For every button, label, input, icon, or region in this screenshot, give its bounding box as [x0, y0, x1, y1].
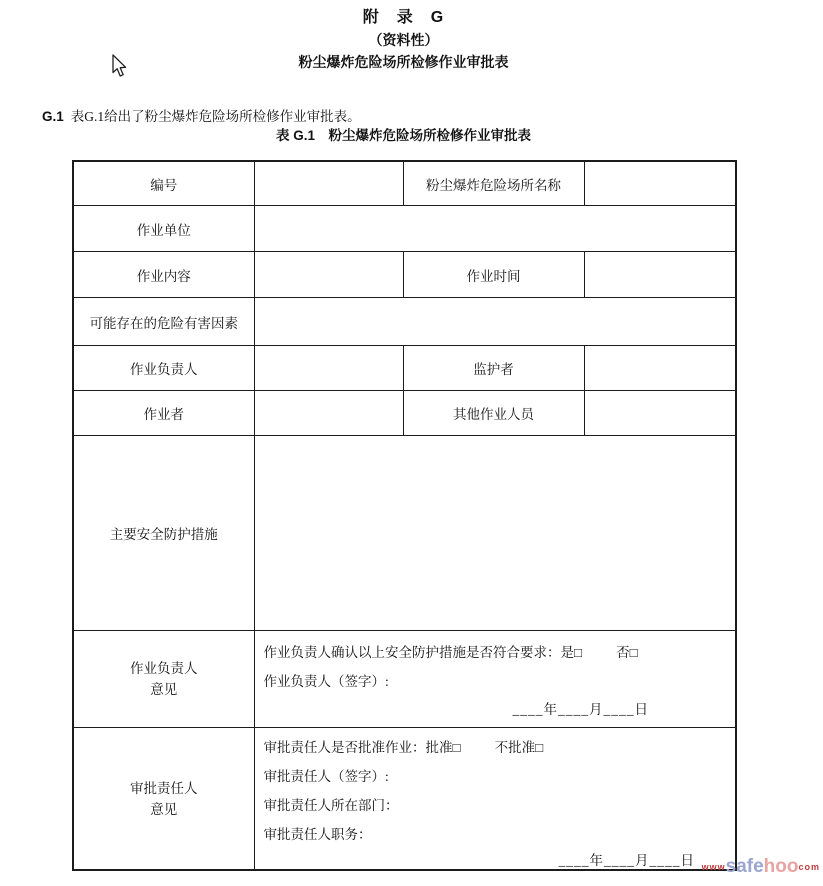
approver-opinion-label: [73, 728, 254, 871]
clause-number: G.1: [42, 108, 64, 124]
appendix-subtitle: 粉尘爆炸危险场所检修作业审批表: [298, 54, 509, 70]
work-unit-field[interactable]: [254, 206, 736, 252]
approver-decision-line: [264, 733, 736, 762]
work-leader-label: 作业负责人: [73, 346, 254, 391]
safety-measures-label: 主要安全防护措施: [73, 436, 254, 631]
work-leader-field[interactable]: [254, 346, 403, 391]
table-row: [73, 346, 736, 391]
work-content-field[interactable]: [254, 252, 403, 298]
appendix-type: （资料性）: [368, 32, 439, 48]
table-row: [73, 298, 736, 346]
work-time-field[interactable]: [584, 252, 736, 298]
approve-checkbox[interactable]: 批准□: [425, 740, 461, 755]
worker-label: 作业者: [73, 391, 254, 436]
approval-form-table: [72, 160, 737, 871]
table-row: [73, 161, 736, 206]
hazard-factors-label: 可能存在的危险有害因素: [73, 298, 254, 346]
hazard-site-name-field[interactable]: [584, 161, 736, 206]
no-checkbox[interactable]: 否□: [616, 645, 638, 660]
table-row: [73, 436, 736, 631]
work-content-label: 作业内容: [73, 252, 254, 298]
other-workers-field[interactable]: [584, 391, 736, 436]
hazard-factors-field[interactable]: [254, 298, 736, 346]
approver-opinion-cell: [254, 728, 736, 871]
safehoo-watermark: [702, 857, 820, 878]
watermark-safe: safe: [725, 856, 764, 877]
guardian-label: 监护者: [403, 346, 584, 391]
other-workers-label: 其他作业人员: [403, 391, 584, 436]
disapprove-checkbox[interactable]: 不批准□: [494, 740, 544, 755]
number-label: 编号: [73, 161, 254, 206]
number-field[interactable]: [254, 161, 403, 206]
leader-confirm-line: [264, 638, 736, 667]
watermark-hoo: hoo: [763, 856, 799, 877]
yes-checkbox[interactable]: 是□: [560, 645, 583, 660]
approver-department-line[interactable]: 审批责任人所在部门：: [263, 798, 399, 813]
clause-text: 表G.1给出了粉尘爆炸危险场所检修作业审批表。: [70, 108, 361, 124]
work-unit-label: 作业单位: [73, 206, 254, 252]
leader-signature-line[interactable]: 作业负责人（签字）:: [263, 674, 389, 689]
intro-paragraph: [42, 105, 361, 125]
approver-opinion-label-line1: 审批责任人: [130, 780, 198, 796]
worker-field[interactable]: [254, 391, 403, 436]
table-row: [73, 391, 736, 436]
approver-opinion-label-line2: 意见: [150, 801, 178, 817]
approver-position-line[interactable]: 审批责任人职务：: [263, 827, 372, 842]
leader-opinion-label-line2: 意见: [150, 682, 178, 697]
mouse-cursor-icon: [112, 54, 129, 78]
guardian-field[interactable]: [584, 346, 736, 391]
table-row: [73, 728, 736, 871]
work-time-label: 作业时间: [403, 252, 584, 298]
appendix-title: 附 录 G: [362, 9, 445, 26]
watermark-www: www: [701, 862, 726, 872]
hazard-site-name-label: 粉尘爆炸危险场所名称: [403, 161, 584, 206]
watermark-com: com: [798, 862, 820, 872]
leader-opinion-label: [73, 631, 254, 728]
document-header: [72, 6, 735, 73]
leader-date-line[interactable]: ____年____月____日: [512, 702, 649, 717]
leader-opinion-label-line1: 作业负责人: [130, 661, 198, 676]
table-caption: 表 G.1 粉尘爆炸危险场所检修作业审批表: [275, 128, 531, 143]
safety-measures-field[interactable]: [254, 436, 736, 631]
table-row: [73, 631, 736, 728]
table-row: [73, 206, 736, 252]
leader-confirm-text: 作业负责人确认以上安全防护措施是否符合要求：: [263, 645, 561, 660]
approver-decision-text: 审批责任人是否批准作业：: [263, 740, 426, 755]
approver-signature-line[interactable]: 审批责任人（签字）:: [263, 769, 389, 784]
approver-date-line[interactable]: ____年____月____日: [558, 853, 695, 868]
table-row: [73, 252, 736, 298]
leader-opinion-cell: [254, 631, 736, 728]
